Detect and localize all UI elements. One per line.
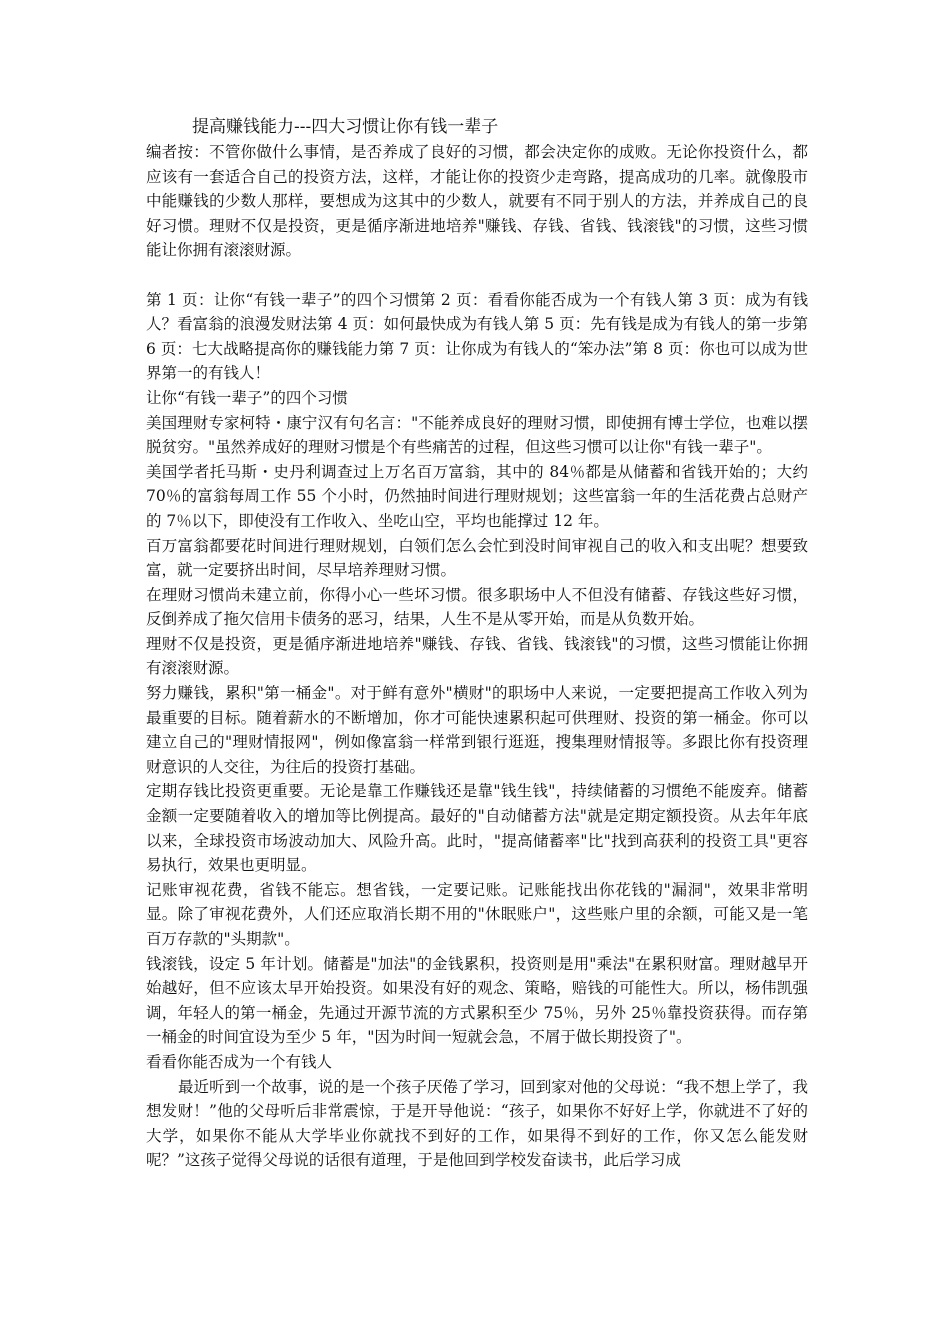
body-paragraph: 努力赚钱，累积"第一桶金"。对于鲜有意外"横财"的职场中人来说，一定要把提高工作收入列为最重要的目标。随着薪水的不断增加，你才可能快速累积起可供理财、投资的第一桶金。你可以建立自己的"理财情报网"，例如像富翁一样常到银行逛逛，搜集理财情报等。多跟比你有投资理财意识的人交往，为往后的投资打基础。	[146, 684, 808, 776]
story-paragraph: 最近听到一个故事，说的是一个孩子厌倦了学习，回到家对他的父母说：“我不想上学了，我想发财！”他的父母听后非常震惊，于是开导他说：“孩子，如果你不好好上学，你就进不了好的大学，如果你不能从大学毕业你就找不到好的工作，如果得不到好的工作，你又怎么能发财呢？”这孩子觉得父母说的话很有道理，于是他回到学校发奋读书，此后学习成	[146, 1077, 808, 1170]
page-index-paragraph: 第 1 页：让你“有钱一辈子”的四个习惯第 2 页：看看你能否成为一个有钱人第 3 页：成为有钱人？看富翁的浪漫发财法第 4 页：如何最快成为有钱人第 5 页：先有钱是成为有钱人的第一步第 6 页：七大战略提高你的赚钱能力第 7 页：让你成为有钱人的“笨办法”第 8 页：你也可以成为世界第一的有钱人！	[146, 290, 808, 383]
blank-line	[146, 263, 808, 288]
body-paragraph: 百万富翁都要花时间进行理财规划，白领们怎么会忙到没时间审视自己的收入和支出呢？想要致富，就一定要挤出时间，尽早培养理财习惯。	[146, 536, 808, 580]
body-paragraph: 记账审视花费，省钱不能忘。想省钱，一定要记账。记账能找出你花钱的"漏洞"，效果非常明显。除了审视花费外，人们还应取消长期不用的"休眠账户"，这些账户里的余额，可能又是一笔百万存款的"头期款"。	[146, 880, 808, 948]
body-paragraph: 美国学者托马斯・史丹利调查过上万名百万富翁，其中的 84％都是从储蓄和省钱开始的；大约 70％的富翁每周工作 55 个小时，仍然抽时间进行理财规划；这些富翁一年的生活花费占总财产的 7％以下，即使没有工作收入、坐吃山空，平均也能撑过 12 年。	[146, 462, 808, 530]
section-heading: 看看你能否成为一个有钱人	[146, 1052, 333, 1071]
body-paragraph: 美国理财专家柯特・康宁汉有句名言："不能养成良好的理财习惯，即使拥有博士学位，也难以摆脱贫穷。"虽然养成好的理财习惯是个有些痛苦的过程，但这些习惯可以让你"有钱一辈子"。	[146, 413, 808, 457]
body-paragraph: 在理财习惯尚未建立前，你得小心一些坏习惯。很多职场中人不但没有储蓄、存钱这些好习惯，反倒养成了拖欠信用卡债务的恶习，结果，人生不是从零开始，而是从负数开始。	[146, 585, 808, 629]
section-heading: 让你“有钱一辈子”的四个习惯	[146, 388, 348, 407]
body-paragraph: 钱滚钱，设定 5 年计划。储蓄是"加法"的金钱累积，投资则是用"乘法"在累积财富。理财越早开始越好，但不应该太早开始投资。如果没有好的观念、策略，赔钱的可能性大。所以，杨伟凯强调，年轻人的第一桶金，先通过开源节流的方式累积至少 75％，另外 25％靠投资获得。而存第一桶金的时间宜设为至少 5 年，"因为时间一短就会急，不屑于做长期投资了"。	[146, 954, 808, 1047]
document-title: 提高赚钱能力---四大习惯让你有钱一辈子	[192, 117, 499, 137]
editor-note-paragraph: 编者按：不管你做什么事情，是否养成了良好的习惯，都会决定你的成败。无论你投资什么，都应该有一套适合自己的投资方法，这样，才能让你的投资少走弯路，提高成功的几率。就像股市中能赚钱的少数人那样，要想成为这其中的少数人，就要有不同于别人的方法，并养成自己的良好习惯。理财不仅是投资，更是循序渐进地培养"赚钱、存钱、省钱、钱滚钱"的习惯，这些习惯能让你拥有滚滚财源。	[146, 143, 808, 260]
document-page	[146, 114, 808, 1173]
body-paragraph: 定期存钱比投资更重要。无论是靠工作赚钱还是靠"钱生钱"，持续储蓄的习惯绝不能废弃。储蓄金额一定要随着收入的增加等比例提高。最好的"自动储蓄方法"就是定期定额投资。从去年年底以来，全球投资市场波动加大、风险升高。此时，"提高储蓄率"比"找到高获利的投资工具"更容易执行，效果也更明显。	[146, 782, 808, 875]
body-paragraph: 理财不仅是投资，更是循序渐进地培养"赚钱、存钱、省钱、钱滚钱"的习惯，这些习惯能让你拥有滚滚财源。	[146, 634, 808, 678]
